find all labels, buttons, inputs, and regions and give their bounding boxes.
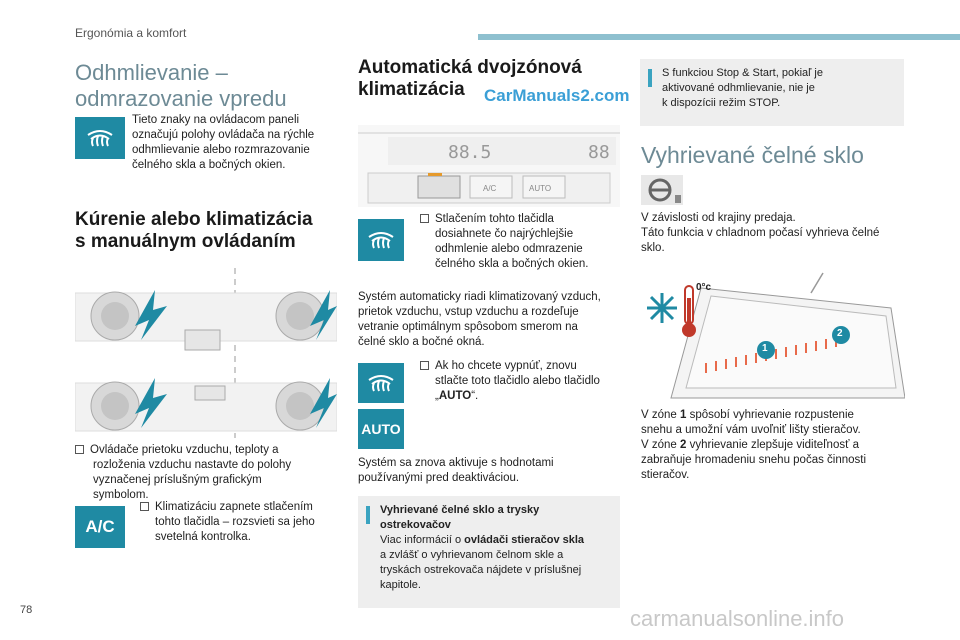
para-line: Systém automaticky riadi klimatizovaný vzduch, (358, 291, 601, 303)
temperature-label: 0°c (696, 282, 712, 293)
para-line: snehu a umožní vám uvoľniť lišty stieračov. (641, 424, 861, 436)
svg-text:88: 88 (588, 142, 610, 163)
defrost-icon (358, 219, 404, 261)
quote-open: „ (435, 390, 439, 402)
auto-bullet-1 (420, 212, 588, 272)
intro-line: Tieto znaky na ovládacom paneli (132, 114, 300, 126)
info-title-line: Vyhrievané čelné sklo a trysky (380, 504, 540, 516)
auto-paragraph-1 (358, 290, 601, 350)
intro-line: odhmlievanie alebo rozmrazovanie (132, 144, 310, 156)
defrost-icon (75, 117, 125, 159)
bullet-text: stlačte toto tlačidlo alebo tlačidlo (435, 375, 600, 387)
bullet-text: symbolom. (93, 489, 149, 501)
bullet-text: dosiahnete čo najrýchlejšie (435, 228, 574, 240)
auto-panel-illustration (358, 125, 620, 207)
para-line: sklo. (641, 242, 665, 254)
para-line: používanými pred deaktiváciou. (358, 472, 520, 484)
info-line: kapitole. (380, 579, 421, 591)
checkbox-icon (75, 445, 84, 454)
bullet-text: odhmlenie alebo odmrazenie (435, 243, 583, 255)
stop-start-info-box (640, 59, 904, 126)
page-title (75, 60, 287, 112)
wiper-info-text (380, 503, 616, 593)
para-line: Systém sa znova aktivuje s hodnotami (358, 457, 554, 469)
intro-line: označujú polohy ovládača na rýchle (132, 129, 315, 141)
wiper-info-box (358, 496, 620, 608)
zone-2-badge: 2 (837, 328, 843, 339)
bullet-text: svetelná kontrolka. (155, 531, 251, 543)
steering-wheel-icon (641, 175, 683, 205)
bullet-line (420, 359, 600, 374)
info-line: tryskách ostrekovača nájdete v príslušnej (380, 564, 582, 576)
bullet-text: Ak ho chcete vypnúť, znovu (435, 360, 577, 372)
bullet-text (420, 389, 600, 404)
para-line: V závislosti od krajiny predaja. (641, 212, 796, 224)
watermark: CarManuals2.com (484, 86, 630, 105)
para-line: vetranie optimálnym spôsobom smerom na (358, 321, 578, 333)
bullet-text: vyznačenej príslušným grafickým (93, 474, 262, 486)
para-line: Táto funkcia v chladnom počasí vyhrieva čelné (641, 227, 880, 239)
manual-section-title (75, 209, 313, 253)
auto-keyword: AUTO (438, 390, 472, 402)
windscreen-illustration (641, 268, 905, 403)
bullet-line (75, 443, 335, 458)
page-number: 78 (20, 604, 33, 616)
intro-line: čelného skla a bočných okien. (132, 159, 286, 171)
bullet-text: Klimatizáciu zapnete stlačením (155, 501, 313, 513)
manual-panel-illustration (75, 268, 337, 438)
para-line: čelné sklo a bočné okná. (358, 336, 485, 348)
auto-title-line1: Automatická dvojzónová (358, 57, 582, 78)
auto-icon: AUTO (358, 409, 404, 449)
panel-auto-label: AUTO (529, 184, 552, 193)
bullet-line (420, 212, 588, 227)
para-text: V zóne (641, 409, 680, 421)
svg-text:88.5: 88.5 (448, 142, 492, 163)
page-title-line2: odmrazovanie vpredu (75, 86, 287, 111)
panel-ac-label: A/C (483, 184, 497, 193)
info-bold: ovládači stieračov skla (464, 534, 585, 546)
header-bar (478, 34, 960, 40)
info-text: Viac informácií o (380, 534, 465, 546)
info-line: a zvlášť o vyhrievanom čelnom skle a (380, 549, 564, 561)
bullet-line (140, 500, 315, 515)
para-line: zabraňuje hromadeniu snehu počas činnosti (641, 454, 867, 466)
heated-paragraph-1 (641, 211, 879, 256)
bullet-text: Ovládače prietoku vzduchu, teploty a (90, 444, 279, 456)
section-label: Ergonómia a komfort (75, 26, 187, 40)
checkbox-icon (420, 361, 429, 370)
para-text: vyhrievanie zlepšuje viditeľnosť a (686, 439, 859, 451)
manual-title-line1: Kúrenie alebo klimatizácia (75, 209, 313, 230)
zone-number: 2 (680, 439, 687, 451)
intro-text (132, 113, 314, 173)
auto-paragraph-2 (358, 456, 554, 486)
heated-windscreen-title: Vyhrievané čelné sklo (641, 142, 864, 168)
info-line: k dispozícii režim STOP. (662, 97, 781, 109)
para-line: prietok vzduchu, vstup vzduchu a rozdeľuje (358, 306, 579, 318)
checkbox-icon (420, 214, 429, 223)
manual-bullet-1 (75, 443, 335, 503)
zone-number: 1 (680, 409, 687, 421)
info-icon (648, 69, 652, 87)
para-text: spôsobí vyhrievanie rozpustenie (686, 409, 854, 421)
para-text: V zóne (641, 439, 680, 451)
info-icon (366, 506, 370, 524)
checkbox-icon (140, 502, 149, 511)
info-line (380, 533, 616, 548)
info-line: S funkciou Stop & Start, pokiaľ je (662, 67, 823, 79)
stop-start-info-text (662, 66, 823, 111)
bullet-text: čelného skla a bočných okien. (435, 258, 589, 270)
para-line (641, 438, 866, 453)
bullet-text: Stlačením tohto tlačidla (435, 213, 554, 225)
manual-title-line2: s manuálnym ovládaním (75, 231, 296, 252)
info-line: aktivované odhmlievanie, nie je (662, 82, 815, 94)
zone-1-badge: 1 (762, 343, 768, 354)
para-line (641, 408, 866, 423)
info-title-line: ostrekovačov (380, 519, 451, 531)
para-line: stieračov. (641, 469, 690, 481)
auto-bullet-2 (420, 359, 600, 404)
quote-close: “. (471, 390, 479, 402)
bullet-text: rozloženia vzduchu nastavte do polohy (93, 459, 292, 471)
ac-icon: A/C (75, 506, 125, 548)
bullet-text: tohto tlačidla – rozsvieti sa jeho (155, 516, 315, 528)
page-title-line1: Odhmlievanie – (75, 60, 228, 85)
footer-logo: carmanualsonline.info (630, 606, 845, 631)
heated-paragraph-2 (641, 408, 866, 483)
auto-title-line2: klimatizácia (358, 79, 465, 100)
defrost-icon (358, 363, 404, 403)
manual-bullet-2 (140, 500, 315, 545)
